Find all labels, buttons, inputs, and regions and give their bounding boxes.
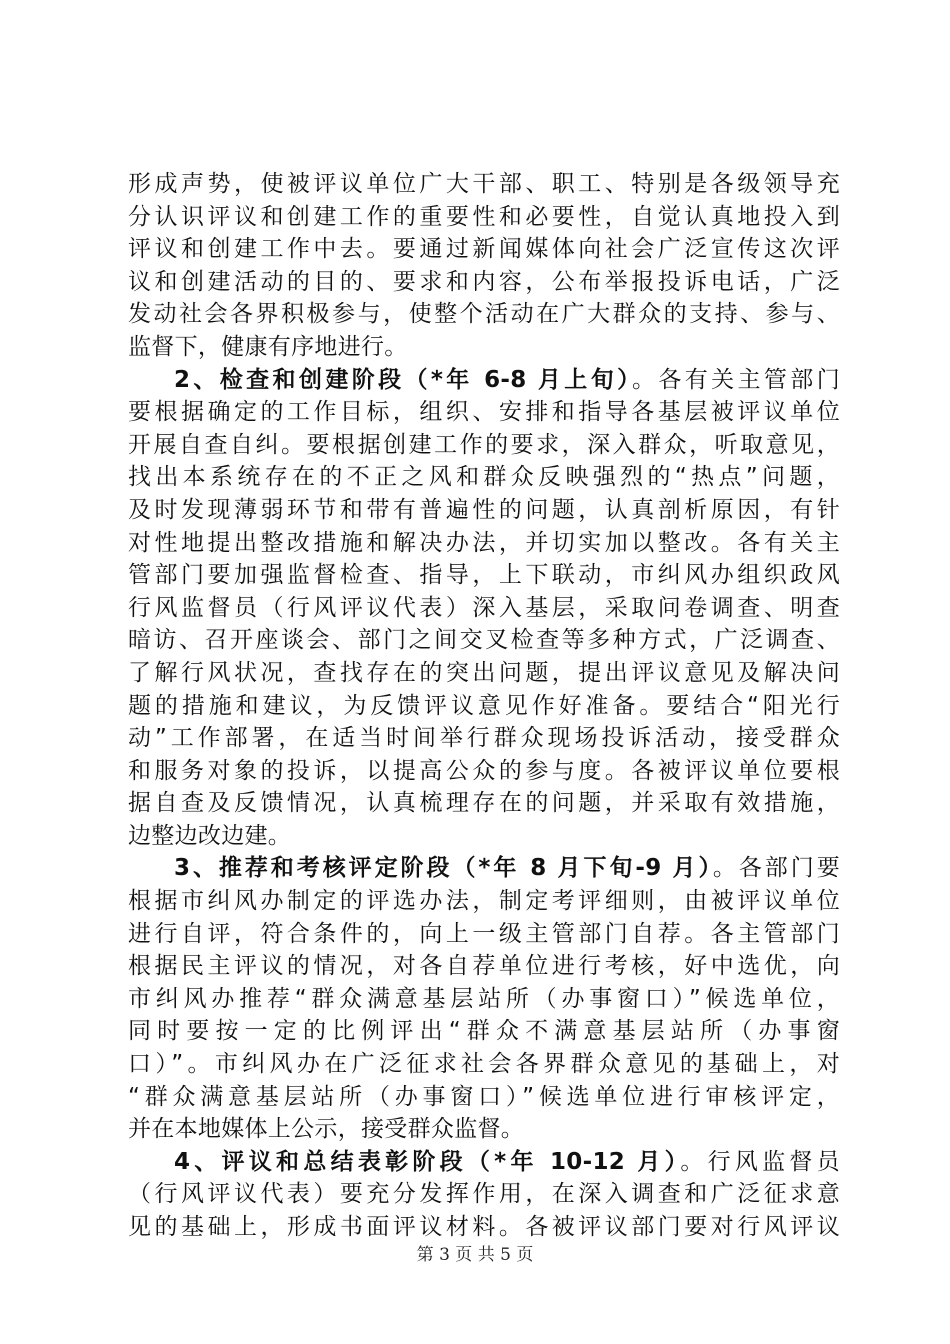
- paragraph-1: [128, 168, 840, 364]
- text-line: 及时发现薄弱环节和带有普遍性的问题，认真剖析原因，有针: [128, 496, 840, 523]
- text-line: 根据市纠风办制定的评选办法，制定考评细则，由被评议单位: [128, 888, 840, 915]
- text-line: 并在本地媒体上公示，接受群众监督。: [128, 1116, 525, 1143]
- text-line: 据自查及反馈情况，认真梳理存在的问题，并采取有效措施，: [128, 790, 840, 817]
- section-heading-line: [128, 852, 840, 885]
- document-body: [128, 168, 840, 1244]
- text-line: 题的措施和建议，为反馈评议意见作好准备。要结合“阳光行: [128, 692, 840, 719]
- text-line: 对性地提出整改措施和解决办法，并切实加以整改。各有关主: [128, 529, 840, 556]
- text-line: 行风监督员（行风评议代表）深入基层，采取问卷调查、明查: [128, 594, 840, 621]
- text-line: 进行自评，符合条件的，向上一级主管部门自荐。各主管部门: [128, 920, 840, 947]
- section-heading: 2、检查和创建阶段（*年 6-8 月上旬）: [174, 366, 632, 393]
- paragraph-4: [128, 1146, 840, 1244]
- text-line: 形成声势，使被评议单位广大干部、职工、特别是各级领导充: [128, 171, 840, 197]
- text-span: 。行风监督员: [680, 1148, 840, 1175]
- text-line: 监督下，健康有序地进行。: [128, 333, 408, 360]
- text-line: 分认识评议和创建工作的重要性和必要性，自觉认真地投入到: [128, 203, 840, 230]
- section-heading: 3、推荐和考核评定阶段（*年 8 月下旬-9 月）: [174, 855, 713, 882]
- text-line: 边整边改边建。: [128, 822, 292, 849]
- text-line: 动”工作部署，在适当时间举行群众现场投诉活动，接受群众: [128, 725, 840, 752]
- text-span: 。各部门要: [712, 855, 840, 882]
- text-line: 暗访、召开座谈会、部门之间交叉检查等多种方式，广泛调查、: [128, 627, 840, 654]
- text-line: 和服务对象的投诉，以提高公众的参与度。各被评议单位要根: [128, 757, 840, 784]
- section-heading-line: [128, 364, 840, 397]
- paragraph-3: [128, 852, 840, 1145]
- text-line: 评议和创建工作中去。要通过新闻媒体向社会广泛宣传这次评: [128, 236, 840, 263]
- text-line: “群众满意基层站所（办事窗口）”候选单位进行审核评定，: [128, 1083, 840, 1110]
- text-line: 市纠风办推荐“群众满意基层站所（办事窗口）”候选单位，: [128, 985, 840, 1012]
- text-line: 了解行风状况，查找存在的突出问题，提出评议意见及解决问: [128, 659, 840, 686]
- text-span: 。各有关主管部门: [631, 366, 840, 393]
- section-heading-line: [128, 1146, 840, 1179]
- text-line: 见的基础上，形成书面评议材料。各被评议部门要对行风评议: [128, 1214, 840, 1240]
- text-line: 开展自查自纠。要根据创建工作的要求，深入群众，听取意见，: [128, 431, 840, 458]
- text-line: 根据民主评议的情况，对各自荐单位进行考核，好中选优，向: [128, 953, 840, 980]
- page-number-footer: 第 3 页 共 5 页: [416, 1245, 534, 1265]
- paragraph-2: [128, 364, 840, 853]
- text-line: 要根据确定的工作目标，组织、安排和指导各基层被评议单位: [128, 399, 840, 426]
- section-heading: 4、评议和总结表彰阶段（*年 10-12 月）: [174, 1148, 681, 1175]
- text-line: 议和创建活动的目的、要求和内容，公布举报投诉电话，广泛: [128, 268, 840, 295]
- text-line: （行风评议代表）要充分发挥作用，在深入调查和广泛征求意: [128, 1181, 840, 1208]
- text-line: 同时要按一定的比例评出“群众不满意基层站所（办事窗: [128, 1018, 840, 1045]
- text-line: 发动社会各界积极参与，使整个活动在广大群众的支持、参与、: [128, 301, 840, 328]
- text-line: 口）”。市纠风办在广泛征求社会各界群众意见的基础上，对: [128, 1051, 840, 1078]
- text-line: 管部门要加强监督检查、指导，上下联动，市纠风办组织政风: [128, 562, 840, 589]
- text-line: 找出本系统存在的不正之风和群众反映强烈的“热点”问题，: [128, 464, 840, 491]
